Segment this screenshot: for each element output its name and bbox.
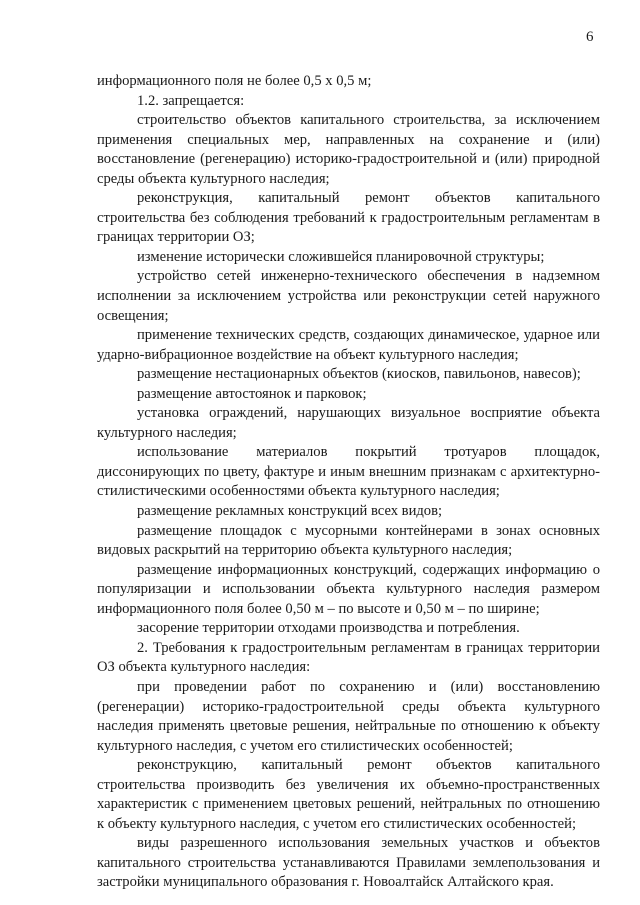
paragraph: размещение площадок с мусорными контейнерами в зонах основных видовых раскрытий на территорию объекта культурного наследия; [97,522,600,559]
paragraph: виды разрешенного использования земельных участков и объектов капитального строительства устанавливаются Правилами землепользования и застройки муниципального образования г. Новоалтайск Алтайского края. [97,835,600,891]
paragraph: реконструкция, капитальный ремонт объектов капитального строительства без соблюдения требований к градостроительным регламентам в границах территории ОЗ; [97,190,600,246]
paragraph: при проведении работ по сохранению и (или) восстановлению (регенерации) историко-градостроительной среды объекта культурного наследия применять цветовые решения, нейтральные по отношению к объекту культурного наследия, с учетом его стилистических особенностей; [97,678,600,754]
document-body [97,72,600,893]
paragraph: изменение исторически сложившейся планировочной структуры; [137,248,545,265]
paragraph: 2. Требования к градостроительным регламентам в границах территории ОЗ объекта культурного наследия: [97,639,600,676]
paragraph: устройство сетей инженерно-технического обеспечения в надземном исполнении за исключением устройства или реконструкции сетей наружного освещения; [97,268,600,324]
paragraph: засорение территории отходами производства и потребления. [137,620,520,637]
paragraph: применение технических средств, создающих динамическое, ударное или ударно-вибрационное воздействие на объект культурного наследия; [97,327,600,363]
paragraph: размещение автостоянок и парковок; [137,385,367,402]
paragraph: установка ограждений, нарушающих визуальное восприятие объекта культурного наследия; [97,405,600,441]
paragraph: реконструкцию, капитальный ремонт объектов капитального строительства производить без увеличения их объемно-пространственных характеристик с применением цветовых решений, нейтральных по отношению к объекту культурного наследия, с учетом его стилистических особенностей; [97,757,600,832]
paragraph: 1.2. запрещается: [137,92,245,109]
paragraph: размещение информационных конструкций, содержащих информацию о популяризации и использовании объекта культурного наследия размером информационного поля более 0,50 м – по высоте и 0,50 м – по ширине; [97,561,600,617]
page-number: 6 [586,29,594,45]
paragraph: размещение рекламных конструкций всех видов; [137,503,443,520]
paragraph: строительство объектов капитального строительства, за исключением применения специальных мер, направленных на сохранение и (или) восстановление (регенерацию) историко-градостроительной и (или) природной среды объекта культурного наследия; [97,112,600,187]
paragraph: информационного поля не более 0,5 х 0,5 м; [97,73,372,89]
paragraph: использование материалов покрытий тротуаров площадок, диссонирующих по цвету, фактуре и иным внешним признакам с архитектурно-стилистическими особенностями объекта культурного наследия; [97,444,600,500]
paragraph: размещение нестационарных объектов (киосков, павильонов, навесов); [137,366,581,383]
